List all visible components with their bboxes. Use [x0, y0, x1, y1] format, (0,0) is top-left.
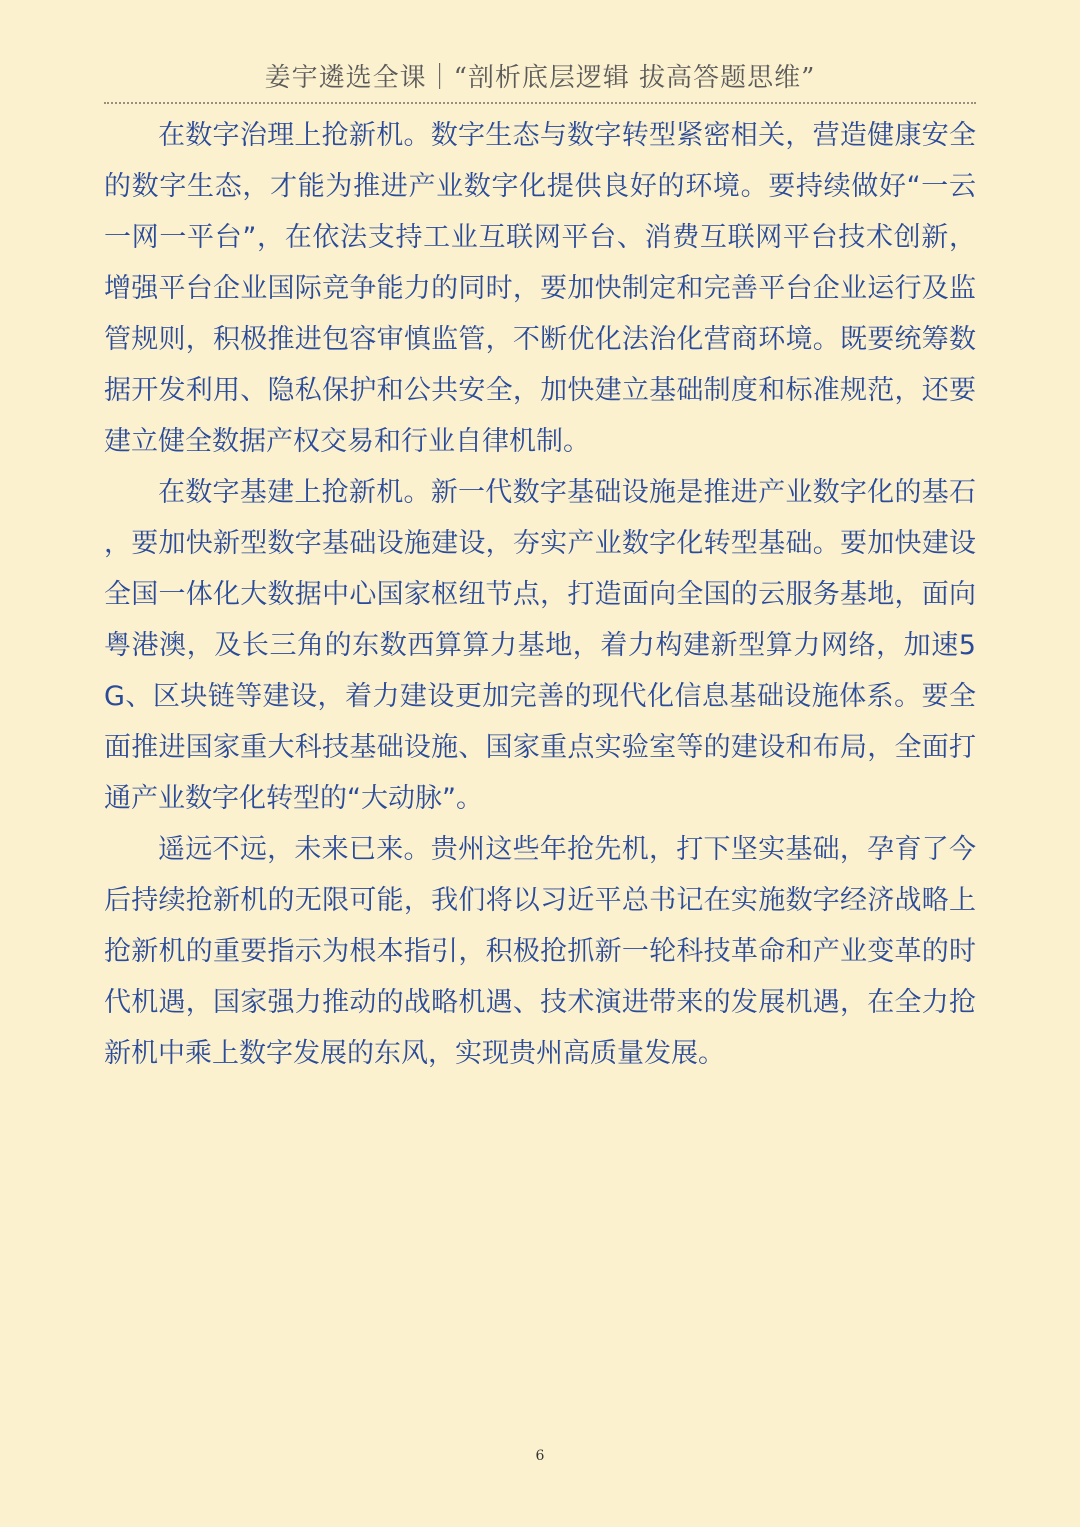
page-header: 姜宇遴选全课｜“剖析底层逻辑 拔高答题思维” [264, 63, 816, 93]
header-divider [104, 102, 976, 104]
paragraph-digital-governance: 在数字治理上抢新机。数字生态与数字转型紧密相关，营造健康安全的数字生态，才能为推进产业数字化提供良好的环境。要持续做好“一云一网一平台”，在依法支持工业互联网平台、消费互联网平台技术创新，增强平台企业国际竞争能力的同时，要加快制定和完善平台企业运行及监管规则，积极推进包容审慎监管，不断优化法治化营商环境。既要统筹数据开发利用、隐私保护和公共安全，加快建立基础制度和标准规范，还要建立健全数据产权交易和行业自律机制。 [104, 120, 976, 457]
paragraph-future: 遥远不远，未来已来。贵州这些年抢先机，打下坚实基础，孕育了今后持续抢新机的无限可能，我们将以习近平总书记在实施数字经济战略上抢新机的重要指示为根本指引，积极抢抓新一轮科技革命和产业变革的时代机遇，国家强力推动的战略机遇、技术演进带来的发展机遇，在全力抢新机中乘上数字发展的东风，实现贵州高质量发展。 [104, 834, 976, 1069]
paragraph-digital-infrastructure: 在数字基建上抢新机。新一代数字基础设施是推进产业数字化的基石，要加快新型数字基础设施建设，夯实产业数字化转型基础。要加快建设全国一体化大数据中心国家枢纽节点，打造面向全国的云服务基地，面向粤港澳，及长三角的东数西算算力基地，着力构建新型算力网络，加速5G、区块链等建设，着力建设更加完善的现代化信息基础设施体系。要全面推进国家重大科技基础设施、国家重点实验室等的建设和布局，全面打通产业数字化转型的“大动脉”。 [104, 477, 976, 814]
page-number: 6 [535, 1448, 545, 1464]
body-content [104, 110, 976, 1079]
